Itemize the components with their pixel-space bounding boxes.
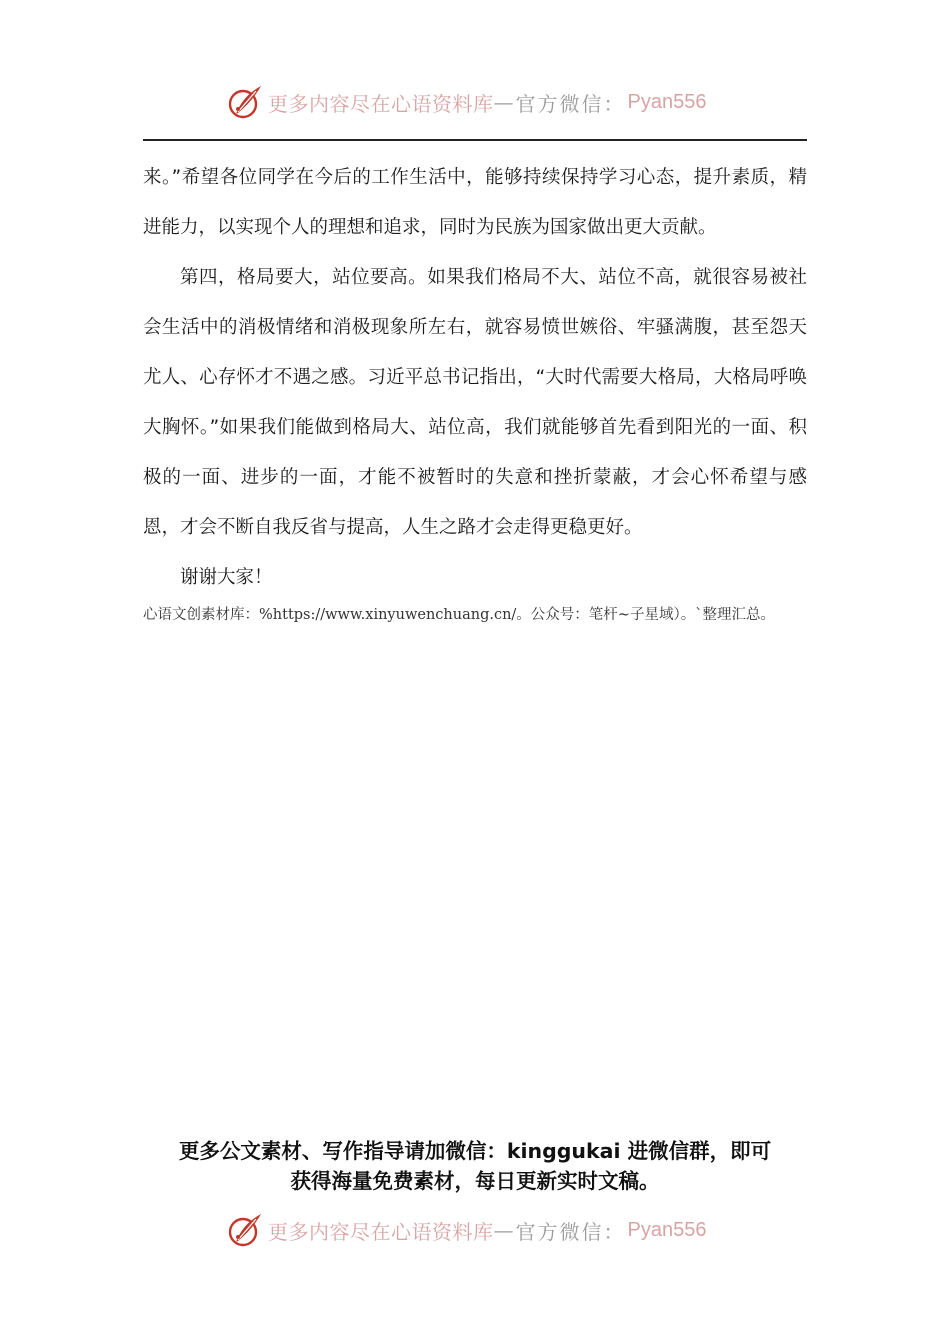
promo-note-line-2: 获得海量免费素材，每日更新实时文稿。 xyxy=(290,1169,660,1193)
header-brand xyxy=(226,82,706,122)
document-body xyxy=(143,153,807,603)
quill-pen-logo-icon xyxy=(226,1211,264,1249)
quill-pen-logo-icon xyxy=(226,83,264,121)
brand-wechat-id: Pyan556 xyxy=(627,90,707,113)
footer-brand xyxy=(226,1210,706,1250)
brand-wechat-id: Pyan556 xyxy=(627,1218,707,1241)
brand-dash: — xyxy=(493,1218,516,1242)
brand-dash: — xyxy=(493,90,516,114)
brand-wechat-label: 官方微信： xyxy=(515,1219,626,1244)
source-attribution: 心语文创素材库：%https://www.xinyuwenchuang.cn/。公众号：笔杆~子星域）。`整理汇总。 xyxy=(143,607,775,623)
brand-wechat-label: 官方微信： xyxy=(515,91,626,116)
promo-note xyxy=(100,1136,850,1196)
paragraph-closing: 谢谢大家！ xyxy=(180,567,273,588)
paragraph-continuation: 来。”希望各位同学在今后的工作生活中，能够持续保持学习心态，提升素质，精进能力，以实现个人的理想和追求，同时为民族为国家做出更大贡献。 xyxy=(143,167,807,238)
paragraph-fourth-point: 第四，格局要大，站位要高。如果我们格局不大、站位不高，就很容易被社会生活中的消极情绪和消极现象所左右，就容易愤世嫉俗、牢骚满腹，甚至怨天尤人、心存怀才不遇之感。习近平总书记指出，“大时代需要大格局，大格局呼唤大胸怀。”如果我们能做到格局大、站位高，我们就能够首先看到阳光的一面、积极的一面、进步的一面，才能不被暂时的失意和挫折蒙蔽，才会心怀希望与感恩，才会不断自我反省与提高，人生之路才会走得更稳更好。 xyxy=(143,267,807,538)
header-divider xyxy=(143,139,807,141)
promo-note-line-1: 更多公文素材、写作指导请加微信：kinggukai 进微信群，即可 xyxy=(178,1139,772,1163)
brand-title: 更多内容尽在心语资料库 xyxy=(268,91,494,116)
brand-title: 更多内容尽在心语资料库 xyxy=(268,1219,494,1244)
